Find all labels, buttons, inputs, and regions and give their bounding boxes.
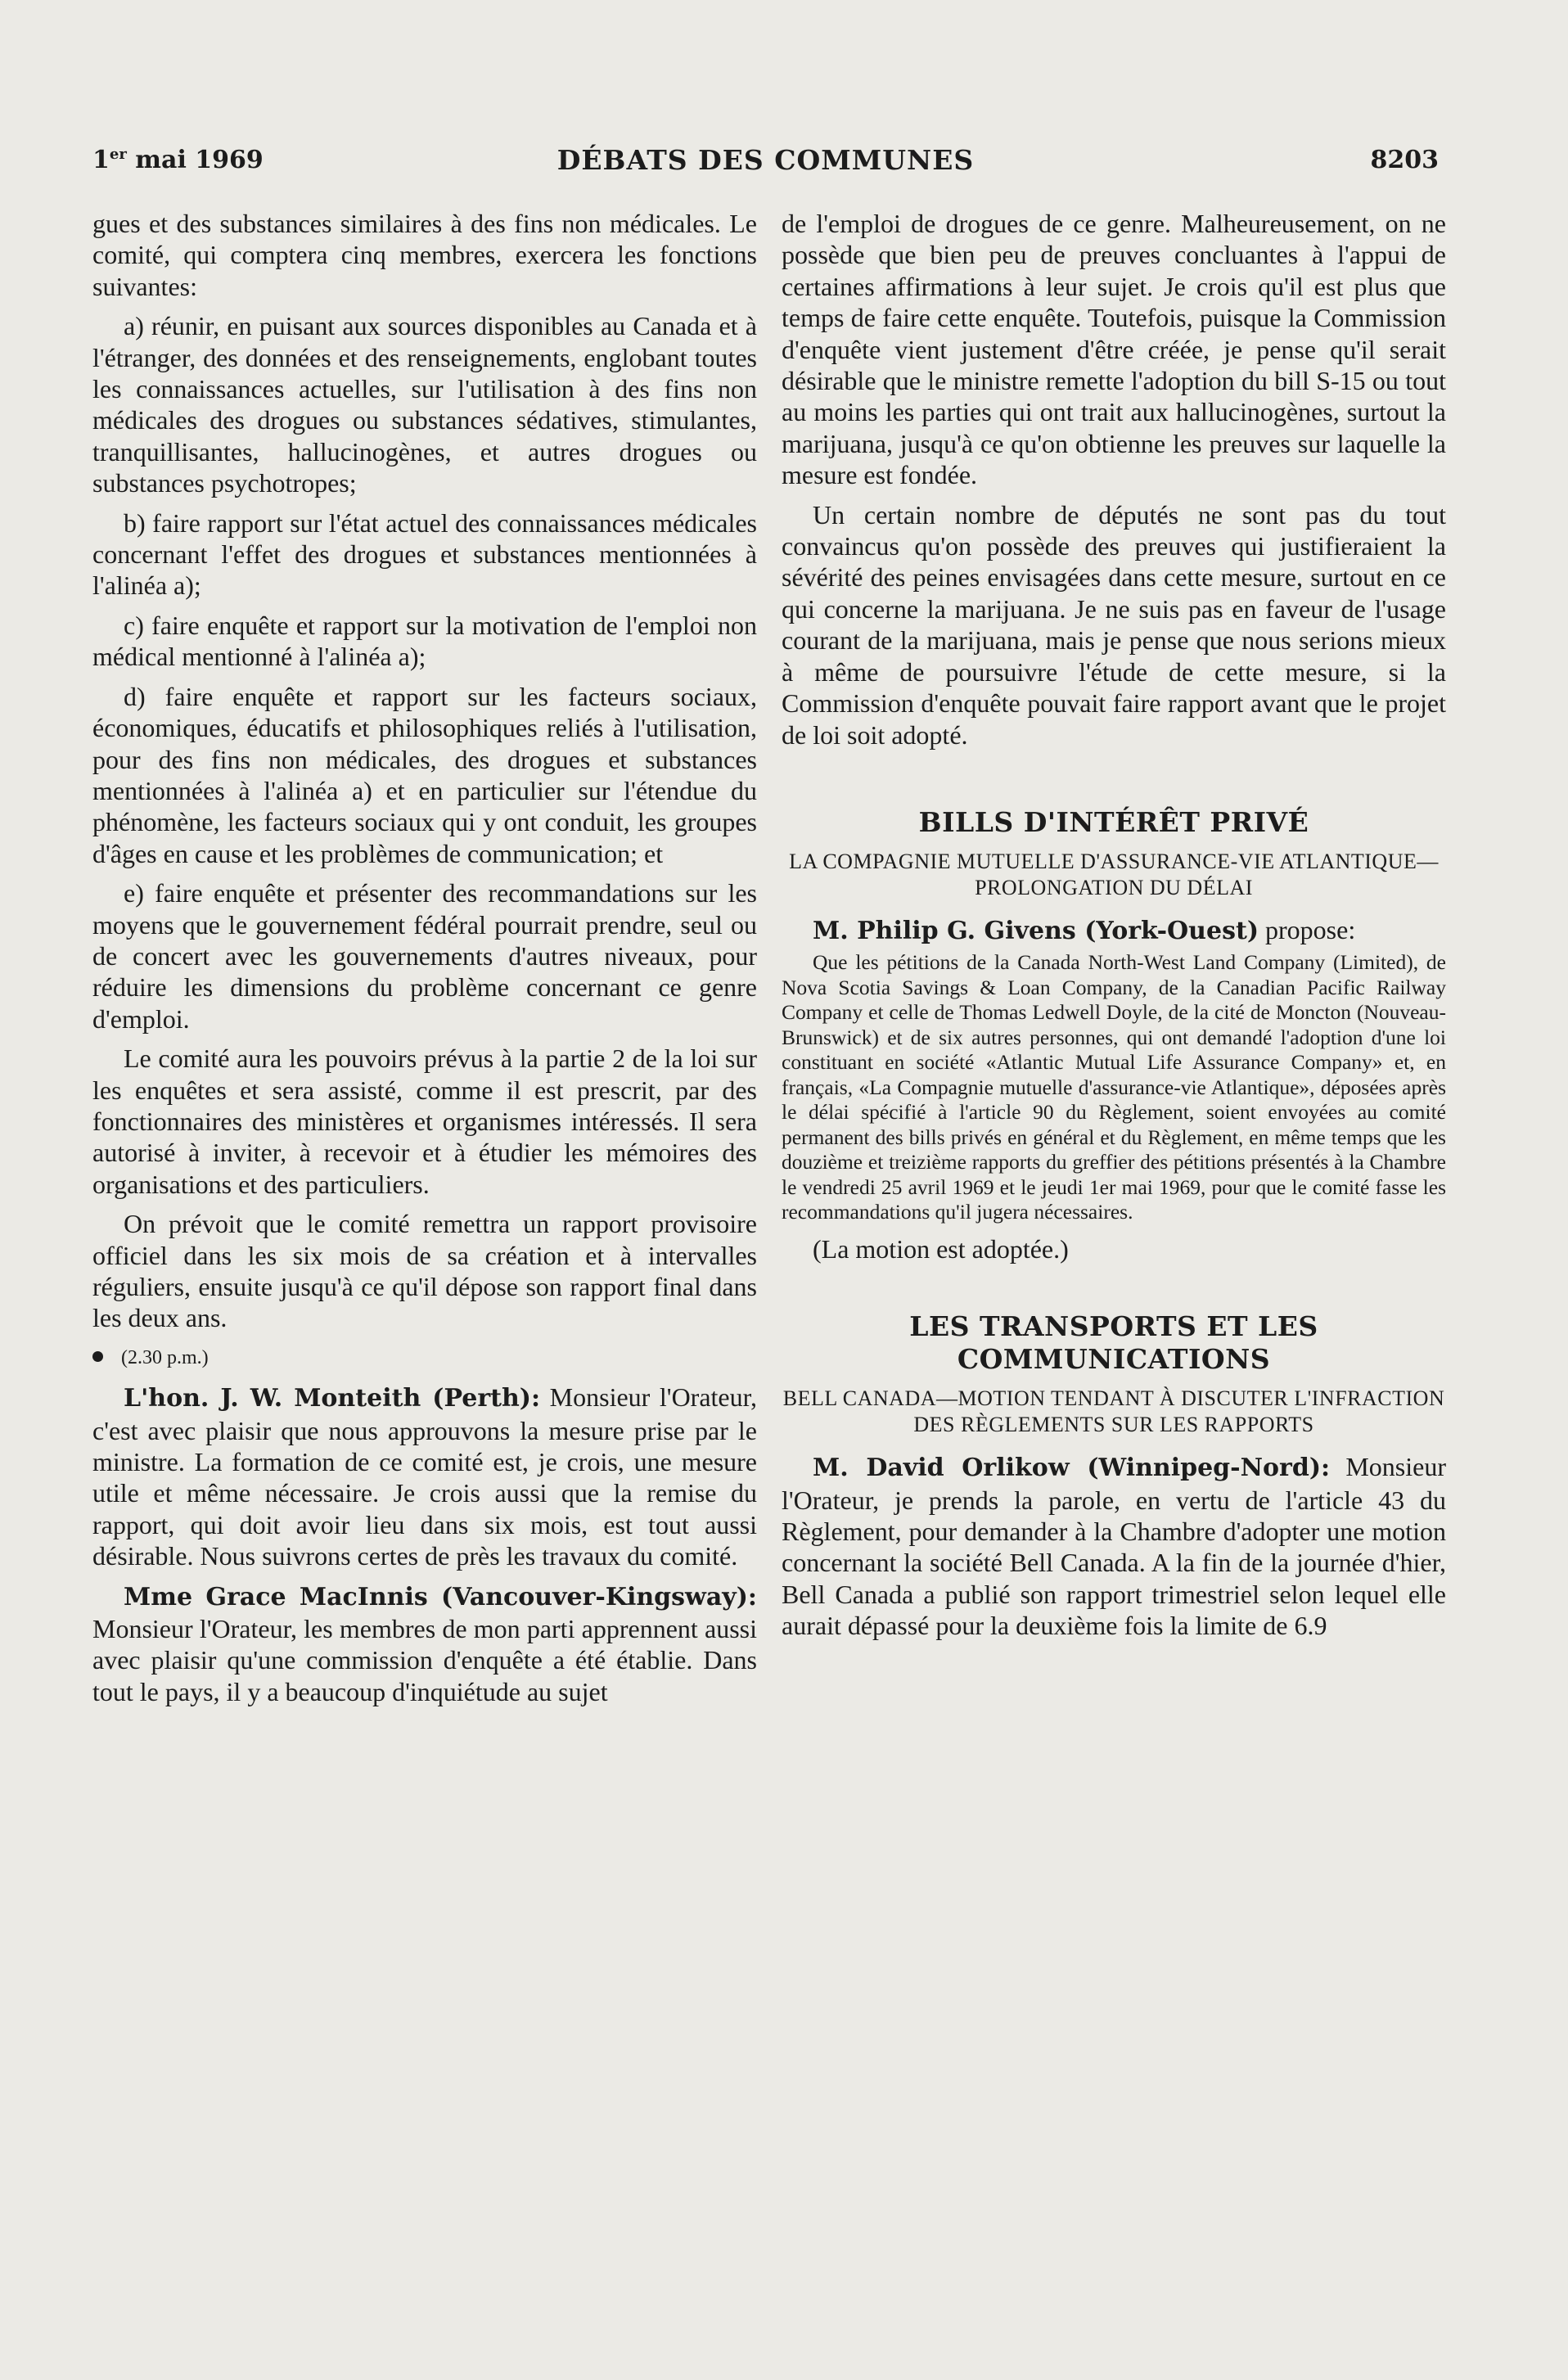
speaker-name: M. Philip G. Givens (York-Ouest)	[813, 916, 1259, 945]
paragraph: Le comité aura les pouvoirs prévus à la partie 2 de la loi sur les enquêtes et sera assisté, comme il est prescrit, par des fonctionnaires des ministères et organismes intéressés. Il sera autorisé à inviter, à recevoir et à étudier les mémoires des organisations et des particuliers.	[92, 1044, 757, 1199]
speech-macinnis	[92, 1580, 757, 1708]
speech-monteith	[92, 1382, 757, 1571]
header-title: DÉBATS DES COMMUNES	[556, 144, 975, 176]
page-header	[92, 141, 1439, 187]
paragraph: On prévoit que le comité remettra un rapport provisoire officiel dans les six mois de sa création et à intervalles réguliers, ensuite jusqu'à ce qu'il dépose son rapport final dans les deux ans.	[92, 1209, 757, 1333]
sub-heading: LA COMPAGNIE MUTUELLE D'ASSURANCE-VIE ATLANTIQUE—PROLONGATION DU DÉLAI	[789, 849, 1439, 899]
clause-b: b) faire rapport sur l'état actuel des connaissances médicales concernant l'effet des drogues et substances mentionnées à l'alinéa a);	[92, 507, 757, 601]
date-ordinal: er	[109, 146, 127, 163]
clause-e: e) faire enquête et présenter des recommandations sur les moyens que le gouvernement fédéral pourrait prendre, seul ou de concert avec les gouvernements d'autres niveaux, pour réduire les dimensions du problème concernant ce genre d'emploi.	[92, 878, 757, 1034]
right-column	[782, 208, 1446, 1650]
paragraph: Un certain nombre de députés ne sont pas du tout convaincus qu'on possède des preuves qui justifieraient la sévérité des peines envisagées dans cette mesure, surtout en ce qui concerne la marijuana. Je ne suis pas en faveur de l'usage courant de la marijuana, mais je pense que nous serions mieux à même de poursuivre l'étude de cette mesure, si la Commission d'enquête pouvait faire rapport avant que le projet de loi soit adopté.	[782, 499, 1446, 750]
speech-text: Monsieur l'Orateur, je prends la parole, en vertu de l'article 43 du Règlement, pour demander à la Chambre d'adopter une motion concernant la société Bell Canada. A la fin de la journée d'hier, Bell Canada a publié son rapport trimestriel selon lequel elle aurait dépassé pour la deuxième fois la limite de 6.9	[782, 1452, 1446, 1641]
speaker-name: Mme Grace MacInnis (Vancouver-Kingsway):	[124, 1582, 757, 1611]
speech-text: Monsieur l'Orateur, c'est avec plaisir que nous approuvons la mesure prise par le ministre. La formation de ce comité est, je crois, une mesure utile et même nécessaire. Je crois aussi que la remise du rapport, qui doit avoir lieu dans six mois, est tout aussi désirable. Nous suivrons certes de près les travaux du comité.	[92, 1382, 757, 1571]
speaker-name: M. David Orlikow (Winnipeg-Nord):	[813, 1454, 1331, 1483]
paragraph: de l'emploi de drogues de ce genre. Malheureusement, on ne possède que bien peu de preuves concluantes à l'appui de certaines affirmations à leur sujet. Je crois qu'il est plus que temps de faire cette enquête. Toutefois, puisque la Commission d'enquête vient justement d'être créée, je pense qu'il serait désirable que le ministre remette l'adoption du bill S-15 ou tout au moins les parties qui ont trait aux hallucinogènes, surtout la marijuana, jusqu'à ce qu'on obtienne les preuves sur laquelle la mesure est fondée.	[782, 209, 1446, 490]
section-heading: LES TRANSPORTS ET LES COMMUNICATIONS	[909, 1310, 1318, 1376]
speech-text: propose:	[1259, 914, 1356, 944]
page-number: 8203	[1370, 146, 1439, 174]
section-heading: BILLS D'INTÉRÊT PRIVÉ	[918, 805, 1309, 838]
speech-givens	[782, 914, 1446, 947]
date-day: 1	[92, 146, 110, 174]
sub-heading: BELL CANADA—MOTION TENDANT À DISCUTER L'INFRACTION DES RÈGLEMENTS SUR LES RAPPORTS	[782, 1386, 1445, 1437]
speech-orlikow	[782, 1451, 1446, 1641]
paragraph: gues et des substances similaires à des fins non médicales. Le comité, qui comptera cinq membres, exercera les fonctions suivantes:	[92, 209, 757, 301]
time-marker	[92, 1342, 757, 1373]
motion-result: (La motion est adoptée.)	[813, 1233, 1069, 1264]
speaker-name: L'hon. J. W. Monteith (Perth):	[124, 1384, 541, 1413]
clause-d: d) faire enquête et rapport sur les facteurs sociaux, économiques, éducatifs et philosophiques reliés à l'utilisation, pour des fins non médicales, des drogues et substances mentionnées à l'alinéa a) et en particulier sur l'étendue du phénomène, les facteurs sociaux qui y ont conduit, les groupes d'âges en cause et les problèmes de communication; et	[92, 681, 757, 868]
left-column	[92, 208, 757, 1715]
time-text: (2.30 p.m.)	[121, 1346, 209, 1368]
clause-a: a) réunir, en puisant aux sources disponibles au Canada et à l'étranger, des données et des renseignements, englobant toutes les connaissances actuelles, sur l'utilisation à des fins non médicales des drogues ou substances sédatives, stimulantes, tranquillisantes, hallucinogènes, et autres drogues ou substances psychotropes;	[92, 311, 757, 498]
date-rest: mai 1969	[126, 146, 264, 174]
clause-c: c) faire enquête et rapport sur la motivation de l'emploi non médical mentionné à l'alinéa a);	[92, 610, 757, 672]
bullet-icon	[92, 1351, 103, 1362]
speech-text: Monsieur l'Orateur, les membres de mon parti apprennent aussi avec plaisir qu'une commission d'enquête a été établie. Dans tout le pays, il y a beaucoup d'inquiétude au sujet	[92, 1614, 757, 1706]
motion-text: Que les pétitions de la Canada North-West Land Company (Limited), de Nova Scotia Savings & Loan Company, de la Canadian Pacific Railway Company et celle de Thomas Ledwell Doyle, de la cité de Moncton (Nouveau-Brunswick) et de six autres personnes, qui ont demandé l'adoption d'une loi constituant en société «Atlantic Mutual Life Assurance Company» et, en français, «La Compagnie mutuelle d'assurance-vie Atlantique», déposées après le délai spécifié à l'article 90 du Règlement, soient envoyées au comité permanent des bills privés en général et du Règlement, en même temps que les douzième et treizième rapports du greffier des pétitions présentés à la Chambre le vendredi 25 avril 1969 et le jeudi 1er mai 1969, pour que le comité fasse les recommandations qu'il jugera nécessaires.	[782, 950, 1446, 1224]
